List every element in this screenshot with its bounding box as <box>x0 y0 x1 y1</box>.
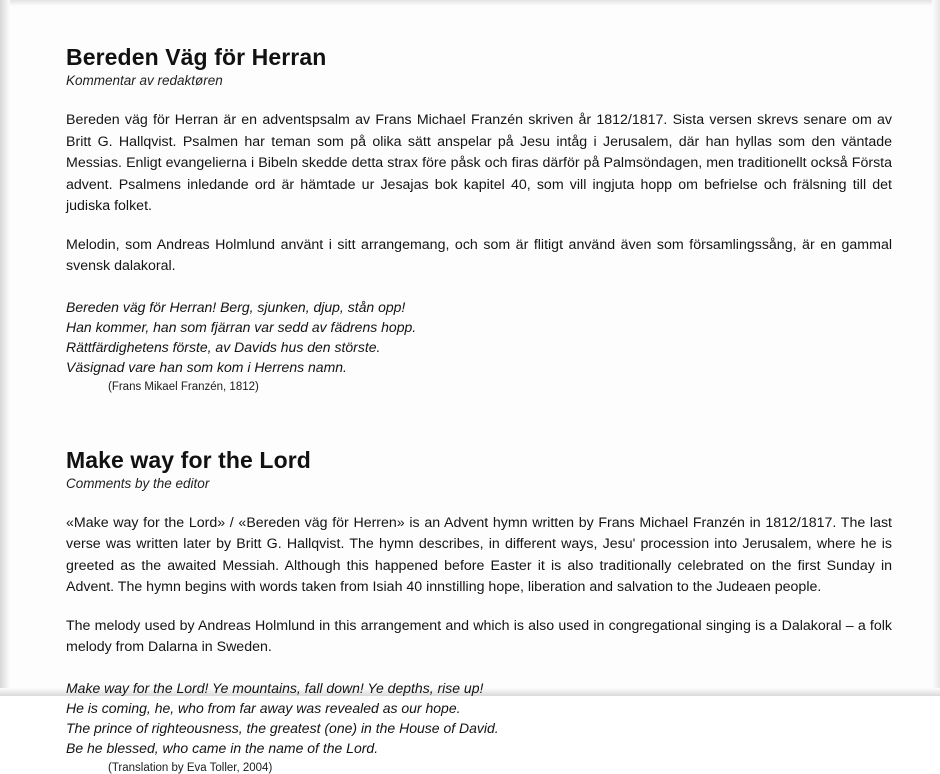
paragraph: «Make way for the Lord» / «Bereden väg för Herren» is an Advent hymn written by Frans Michael Franzén in 1812/1817. The last verse was written later by Britt G. Hallqvist. The hymn describes, in different ways, Jesu' procession into Jerusalem, where he is greeted as the awaited Messiah. Although this happened before Easter it is also traditionally celebrated on the first Sunday in Advent. The hymn begins with words taken from Isiah 40 innstilling hope, liberation and salvation to the Judeaen people. <box>66 514 892 596</box>
verse-line: Be he blessed, who came in the name of the Lord. <box>66 739 379 756</box>
page-edge-top <box>0 0 940 6</box>
section-subtitle: Kommentar av redaktøren <box>66 73 223 88</box>
verse-line: Make way for the Lord! Ye mountains, fall down! Ye depths, rise up! <box>66 680 484 697</box>
verse-credit: (Translation by Eva Toller, 2004) <box>108 761 273 774</box>
verse-line: Väsignad vare han som kom i Herrens namn. <box>66 358 347 375</box>
verse-line: Han kommer, han som fjärran var sedd av fädrens hopp. <box>66 318 417 335</box>
section-english <box>66 447 892 774</box>
page-edge-right <box>932 0 940 696</box>
paragraph: Melodin, som Andreas Holmlund använt i sitt arrangemang, och som är flitigt använd även som församlingssång, är en gammal svensk dalakoral. <box>66 236 892 275</box>
document-content <box>66 44 892 774</box>
paragraph: Bereden väg för Herran är en adventspsalm av Frans Michael Franzén skriven år 1812/1817. Sista versen skrevs senare om av Britt G. Hallqvist. Psalmen har teman som på olika sätt anspelar på Jesu intåg i Jerusalem, där han hyllas som den väntade Messias. Enligt evangelierna i Bibeln skedde detta strax före påsk och firas därför på Palmsöndagen, men traditionellt också Första advent. Psalmens inledande ord är hämtade ur Jesajas bok kapitel 40, som vill ingjuta hopp om befrielse och frälsning till det judiska folket. <box>66 112 892 215</box>
section-subtitle: Comments by the editor <box>66 475 210 491</box>
verse-line: He is coming, he, who from far away was revealed as our hope. <box>66 699 461 716</box>
page-edge-left <box>0 0 10 696</box>
section-swedish <box>66 44 892 393</box>
section-spacer <box>66 393 892 447</box>
verse-credit: (Frans Mikael Franzén, 1812) <box>108 380 259 393</box>
verse-line: Bereden väg för Herran! Berg, sjunken, djup, stån opp! <box>66 299 406 316</box>
verse-line: The prince of righteousness, the greatest (one) in the House of David. <box>66 719 499 736</box>
verse-line: Rättfärdighetens förste, av Davids hus den störste. <box>66 338 381 355</box>
section-title: Make way for the Lord <box>66 446 311 473</box>
verse-block <box>66 679 892 774</box>
section-title: Bereden Väg för Herran <box>66 44 327 70</box>
verse-block <box>66 298 892 393</box>
paragraph: The melody used by Andreas Holmlund in this arrangement and which is also used in congregational singing is a Dalakoral – a folk melody from Dalarna in Sweden. <box>66 617 892 656</box>
